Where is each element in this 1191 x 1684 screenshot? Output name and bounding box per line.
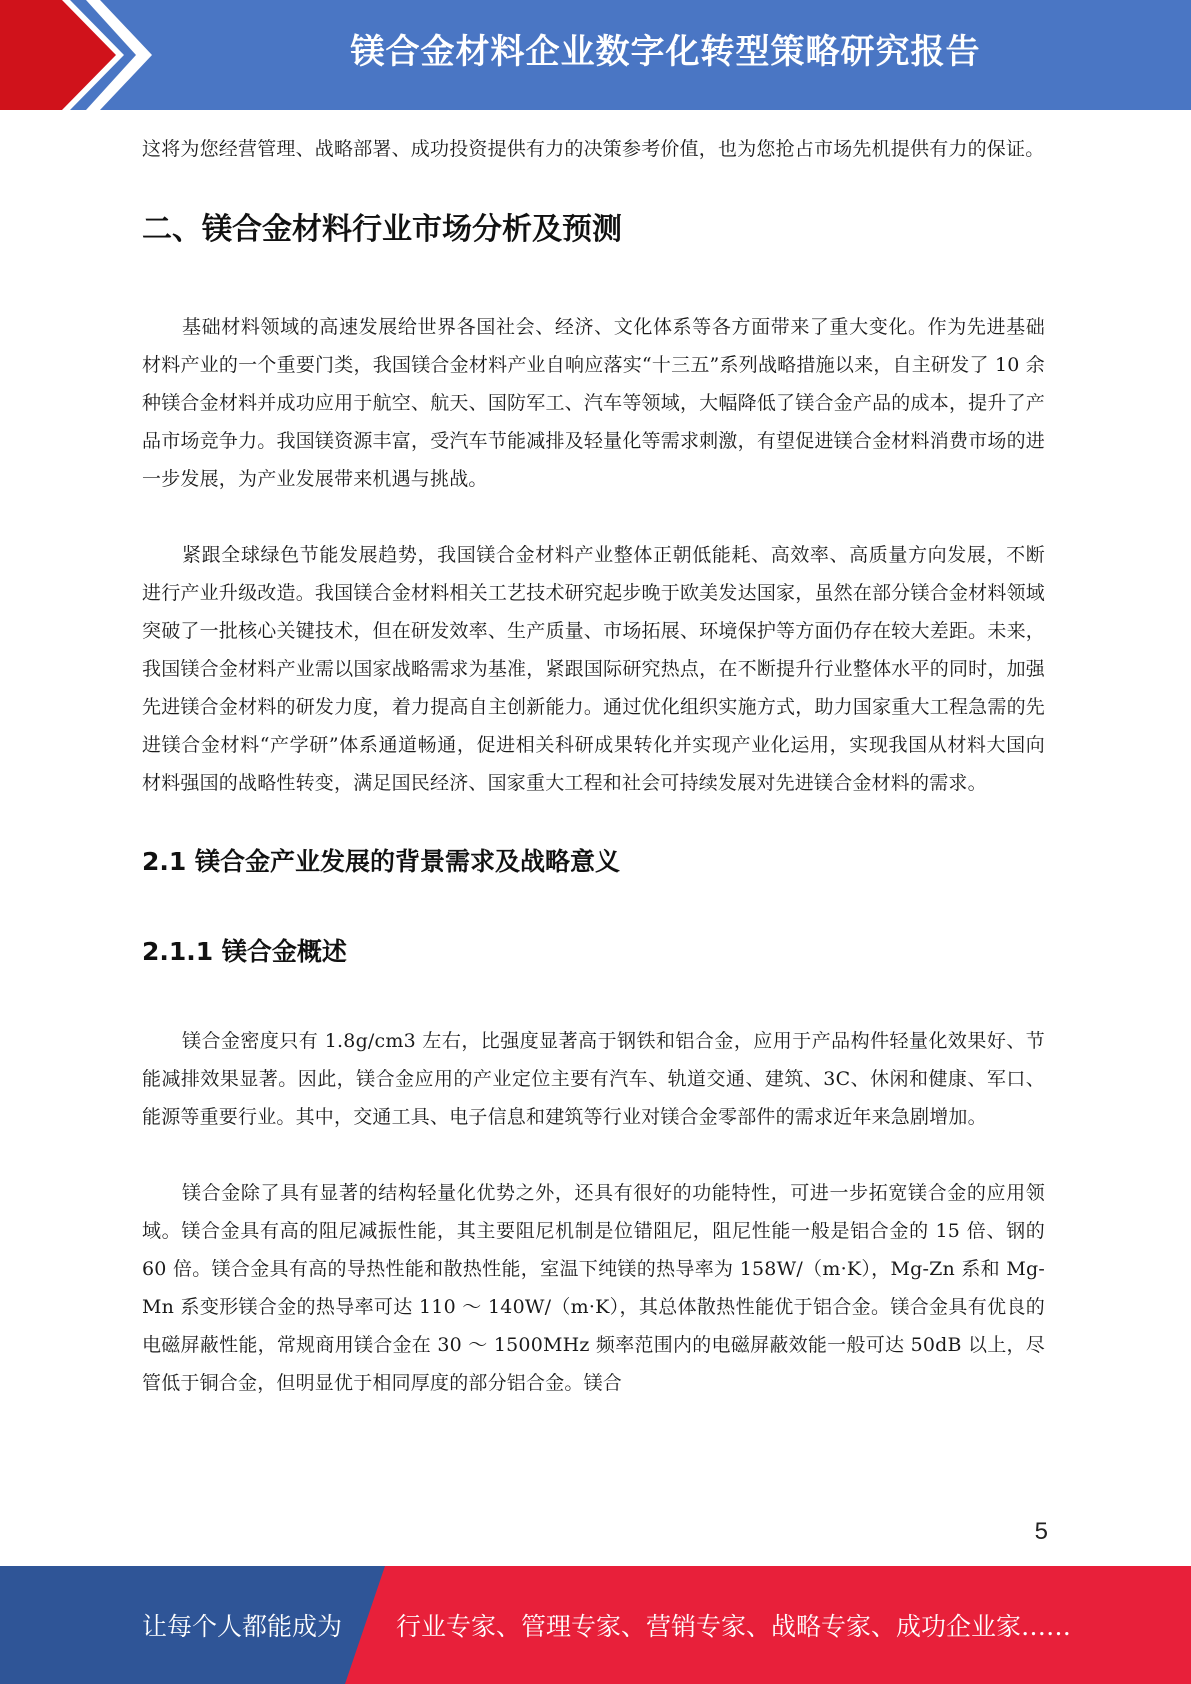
page-footer — [0, 1566, 1191, 1684]
red-chevron-decoration — [0, 0, 160, 110]
section-heading: 二、镁合金材料行业市场分析及预测 — [142, 212, 622, 247]
footer-slogan-right: 行业专家、管理专家、营销专家、战略专家、成功企业家…… — [396, 1612, 1072, 1641]
document-body — [142, 130, 1045, 1402]
subsection-heading: 2.1 镁合金产业发展的背景需求及战略意义 — [142, 847, 620, 876]
report-title: 镁合金材料企业数字化转型策略研究报告 — [350, 32, 981, 72]
subsubsection-heading: 2.1.1 镁合金概述 — [142, 937, 347, 966]
intro-paragraph: 这将为您经营管理、战略部署、成功投资提供有力的决策参考价值，也为您抢占市场先机提供有力的保证。 — [142, 138, 1045, 160]
overview-paragraph-2: 镁合金除了具有显著的结构轻量化优势之外，还具有很好的功能特性，可进一步拓宽镁合金的应用领域。镁合金具有高的阻尼减振性能，其主要阻尼机制是位错阻尼，阻尼性能一般是铝合金的 15 倍、钢的 60 倍。镁合金具有高的导热性能和散热性能，室温下纯镁的热导率为 158W/（m·K），Mg-Zn 系和 Mg-Mn 系变形镁合金的热导率可达 110 ～ 140W/（m·K），其总体散热性能优于铝合金。镁合金具有优良的电磁屏蔽性能，常规商用镁合金在 30 ～ 1500MHz 频率范围内的电磁屏蔽效能一般可达 50dB 以上，尽管低于铜合金，但明显优于相同厚度的部分铝合金。镁合 — [142, 1182, 1045, 1394]
overview-paragraph-1: 镁合金密度只有 1.8g/cm3 左右，比强度显著高于钢铁和铝合金，应用于产品构件轻量化效果好、节能减排效果显著。因此，镁合金应用的产业定位主要有汽车、轨道交通、建筑、3C、休闲和健康、军口、能源等重要行业。其中，交通工具、电子信息和建筑等行业对镁合金零部件的需求近年来急剧增加。 — [142, 1030, 1045, 1128]
footer-slogan-left: 让每个人都能成为 — [142, 1612, 343, 1641]
section-paragraph-1: 基础材料领域的高速发展给世界各国社会、经济、文化体系等各方面带来了重大变化。作为先进基础材料产业的一个重要门类，我国镁合金材料产业自响应落实“十三五”系列战略措施以来，自主研发了 10 余种镁合金材料并成功应用于航空、航天、国防军工、汽车等领域，大幅降低了镁合金产品的成本，提升了产品市场竞争力。我国镁资源丰富，受汽车节能减排及轻量化等需求刺激，有望促进镁合金材料消费市场的进一步发展，为产业发展带来机遇与挑战。 — [142, 316, 1045, 490]
page-number: 5 — [1034, 1518, 1048, 1545]
page-header — [0, 0, 1191, 110]
section-paragraph-2: 紧跟全球绿色节能发展趋势，我国镁合金材料产业整体正朝低能耗、高效率、高质量方向发展，不断进行产业升级改造。我国镁合金材料相关工艺技术研究起步晚于欧美发达国家，虽然在部分镁合金材料领域突破了一批核心关键技术，但在研发效率、生产质量、市场拓展、环境保护等方面仍存在较大差距。未来，我国镁合金材料产业需以国家战略需求为基准，紧跟国际研究热点，在不断提升行业整体水平的同时，加强先进镁合金材料的研发力度，着力提高自主创新能力。通过优化组织实施方式，助力国家重大工程急需的先进镁合金材料“产学研”体系通道畅通，促进相关科研成果转化并实现产业化运用，实现我国从材料大国向材料强国的战略性转变，满足国民经济、国家重大工程和社会可持续发展对先进镁合金材料的需求。 — [142, 544, 1045, 794]
